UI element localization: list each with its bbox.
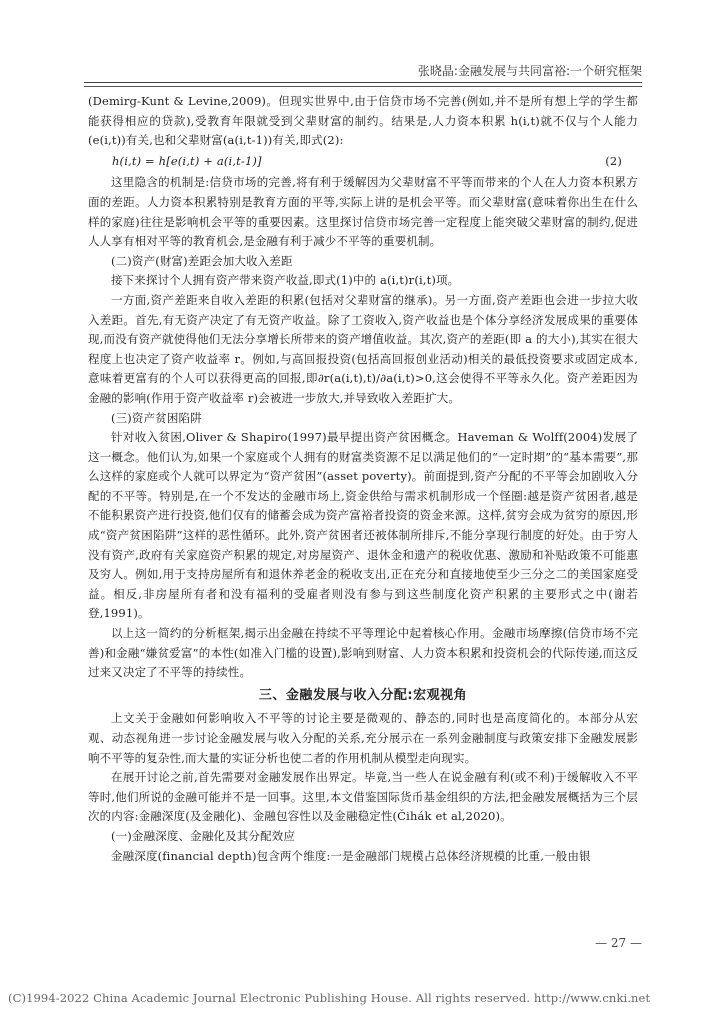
article-body [88,92,638,866]
page-number: — 27 — [595,936,642,950]
header-rule-thin [84,86,642,87]
equation-expression: h(i,t) = h[e(i,t) + a(i,t-1)] [112,153,262,168]
equation-2 [88,152,638,172]
subsection-heading-3-1: (一)金融深度、金融化及其分配效应 [111,828,296,843]
paragraph: 在展开讨论之前,首先需要对金融发展作出界定。毕竟,当一些人在说金融有利(或不利)于缓解收入不平等时,他们所说的金融可能并不是一回事。这里,本文借鉴国际货币基金组织的方法,把金融发展概括为三个层次的内容:金融深度(及金融化)、金融包容性以及金融稳定性(Čihák et al,2020)。 [88,770,638,824]
paragraph: 以上这一简约的分析框架,揭示出金融在持续不平等理论中起着核心作用。金融市场摩擦(信贷市场不完善)和金融“嫌贫爱富”的本性(如准入门槛的设置),影响到财富、人力资本积累和投资机会的代际传递,而这反过来又决定了不平等的持续性。 [88,626,638,680]
paragraph: 这里隐含的机制是:信贷市场的完善,将有利于缓解因为父辈财富不平等而带来的个人在人力资本积累方面的差距。人力资本积累特别是教育方面的平等,实际上讲的是机会平等。而父辈财富(意味着你出生在什么样的家庭)往往是影响机会平等的重要因素。这里探讨信贷市场完善一定程度上能突破父辈财富的制约,促进人人享有相对平等的教育机会,是金融有利于减少不平等的重要机制。 [88,175,638,249]
section-heading-3: 三、金融发展与收入分配:宏观视角 [258,687,468,703]
header-rule-thick [84,82,642,83]
paragraph: 一方面,资产差距来自收入差距的积累(包括对父辈财富的继承)。另一方面,资产差距也会进一步拉大收入差距。首先,有无资产决定了有无资产收益。除了工资收入,资产收益也是个体分享经济发展成果的重要体现,而没有资产就使得他们无法分享增长所带来的资产增值收益。其次,资产的差距(即 a 的大小),其实在很大程度上也决定了资产收益率 r。例如,与高回报投资(包括高回报创业活动)相关的最低投资要求或固定成本,意味着更富有的个人可以获得更高的回报,即∂r(a(i,t),t)/∂a(i,t)>0,这会使得不平等永久化。资产差距因为金融的影响(作用于资产收益率 r)会被进一步放大,并导致收入差距扩大。 [88,292,638,405]
paragraph: 金融深度(financial depth)包含两个维度:一是金融部门规模占总体经济规模的比重,一般由银 [111,848,591,863]
paragraph: 接下来探讨个人拥有资产带来资产收益,即式(1)中的 a(i,t)r(i,t)项。 [111,273,460,288]
subsection-heading-2: (二)资产(财富)差距会加大收入差距 [111,253,293,268]
paragraph-continued: (Demirg-Kunt & Levine,2009)。但现实世界中,由于信贷市场不完善(例如,并不是所有想上学的学生都能获得相应的贷款),受教育年限就受到父辈财富的制约。结果是,人力资本积累 h(i,t)就不仅与个人能力(e(i,t))有关,也和父辈财富(a(i,t-1))有关,即式(2): [88,94,638,148]
paragraph: 针对收入贫困,Oliver & Shapiro(1997)最早提出资产贫困概念。Haveman & Wolff(2004)发展了这一概念。他们认为,如果一个家庭或个人拥有的财富类资源不足以满足他们的“一定时期”的“基本需要”,那么这样的家庭或个人就可以界定为“资产贫困”(asset poverty)。前面提到,资产分配的不平等会加剧收入分配的不平等。特别是,在一个不发达的金融市场上,资金供给与需求机制形成一个怪圈:越是资产贫困者,越是不能积累资产进行投资,他们仅有的储蓄会成为资产富裕者投资的资金来源。这样,贫穷会成为贫穷的原因,形成“资产贫困陷阱”这样的恶性循环。此外,资产贫困者还被体制所排斥,不能分享现行制度的好处。由于穷人没有资产,政府有关家庭资产积累的规定,对房屋资产、退休金和遗产的税收优惠、激励和补贴政策不可能惠及穷人。例如,用于支持房屋所有和退休养老金的税收支出,正在充分和直接地使至少三分之二的美国家庭受益。相反,非房屋所有者和没有福利的受雇者则没有参与到这些制度化资产积累的主要形式之中(谢若登,1991)。 [88,430,638,621]
paragraph: 上文关于金融如何影响收入不平等的讨论主要是微观的、静态的,同时也是高度简化的。本部分从宏观、动态视角进一步讨论金融发展与收入分配的关系,充分展示在一系列金融制度与政策安排下金融发展影响不平等的复杂性,而大量的实证分析也使二者的作用机制从模型走向现实。 [88,711,638,765]
running-header: 张晓晶:金融发展与共同富裕:一个研究框架 [417,64,642,78]
copyright-footer: (C)1994-2022 China Academic Journal Electronic Publishing House. All rights reserved. http://www.cnki.net [8,991,651,1005]
equation-number: (2) [605,153,622,168]
subsection-heading-3: (三)资产贫困陷阱 [111,410,202,425]
